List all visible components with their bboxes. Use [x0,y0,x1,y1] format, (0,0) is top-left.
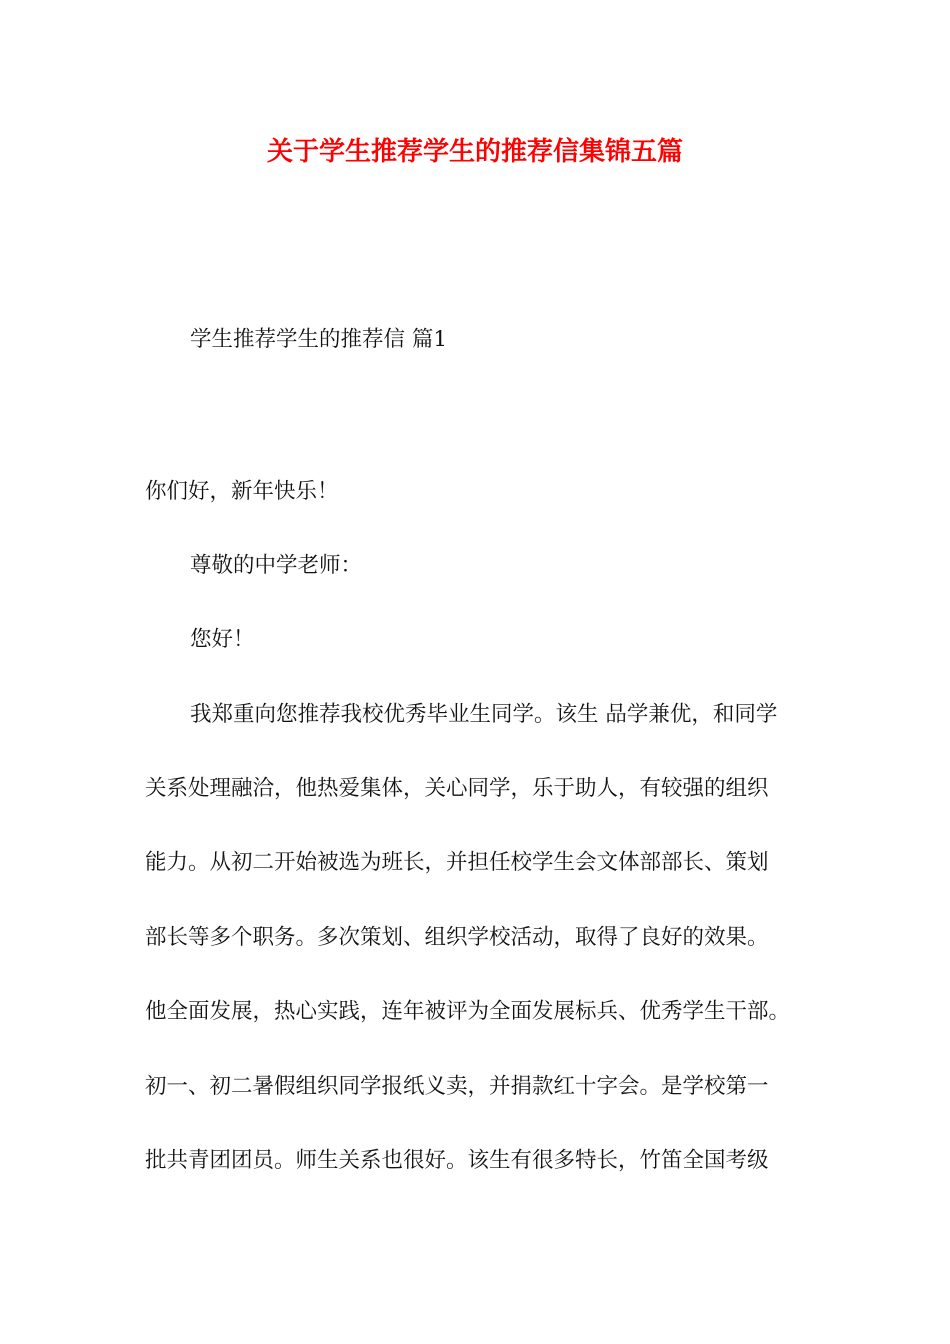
hello-line: 您好！ [190,627,255,652]
body-line-3: 能力。从初二开始被选为班长，并担任校学生会文体部部长、策划 [145,850,769,875]
body-line-2: 关系处理融洽，他热爱集体，关心同学，乐于助人，有较强的组织 [145,776,769,801]
greeting-new-year: 你们好，新年快乐！ [145,479,339,504]
section-heading: 学生推荐学生的推荐信 篇1 [190,327,448,352]
body-line-1: 我郑重向您推荐我校优秀毕业生同学。该生 品学兼优，和同学 [190,702,778,727]
salutation: 尊敬的中学老师： [190,553,363,578]
body-line-5: 他全面发展，热心实践，连年被评为全面发展标兵、优秀学生干部。 [145,999,791,1024]
body-line-7: 批共青团团员。师生关系也很好。该生有很多特长，竹笛全国考级 [145,1148,769,1173]
document-title: 关于学生推荐学生的推荐信集锦五篇 [266,137,683,167]
body-line-4: 部长等多个职务。多次策划、组织学校活动，取得了良好的效果。 [145,925,769,950]
body-line-6: 初一、初二暑假组织同学报纸义卖，并捐款红十字会。是学校第一 [145,1074,769,1099]
